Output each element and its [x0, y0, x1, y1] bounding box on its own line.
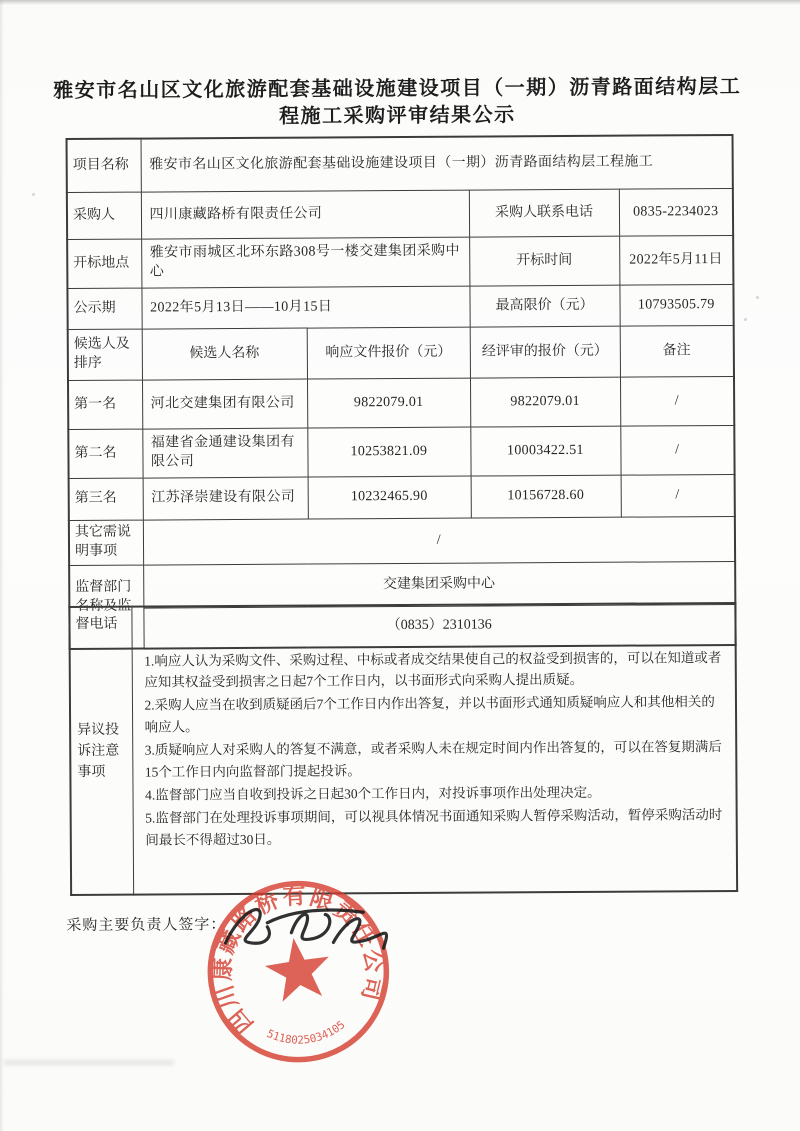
header-rank: 候选人及排序 [68, 329, 142, 380]
objection-notice-table [68, 602, 738, 896]
row-bid-opening [67, 235, 733, 288]
candidate-evaluated-price: 9822079.01 [470, 377, 620, 427]
candidate-bid-price: 9822079.01 [307, 378, 470, 428]
max-price-label: 最高限价（元） [469, 285, 619, 327]
bid-open-time-label: 开标时间 [469, 236, 619, 286]
objection-body [131, 603, 737, 895]
candidate-bid-price: 10253821.09 [307, 427, 470, 477]
candidate-rank: 第二名 [68, 429, 142, 478]
seal-company-text: 四川康藏路桥有限责任公司 [210, 883, 388, 1038]
title-line-2: 程施工采购评审结果公示 [279, 104, 516, 128]
purchaser-phone-label: 采购人联系电话 [469, 189, 619, 237]
candidate-bid-price: 10232465.90 [308, 476, 471, 519]
candidate-name: 河北交建集团有限公司 [142, 379, 307, 429]
header-remark: 备注 [620, 325, 734, 377]
objection-item-3: 3.质疑响应人对采购人的答复不满意，或者采购人未在规定时间内作出答复的，可以在答复期满后15个工作日内向监督部门提起投诉。 [144, 739, 722, 780]
header-bid-price: 响应文件报价（元） [307, 327, 470, 379]
candidate-rank: 第三名 [69, 478, 143, 520]
candidate-remark: / [621, 474, 735, 517]
handwritten-signature [207, 886, 418, 971]
signature-stroke [333, 919, 386, 949]
objection-item-2: 2.采购人应当在收到质疑函后7个工作日内作出答复，并以书面形式通知质疑响应人和其他相关的响应人。 [144, 694, 715, 735]
publicity-period-value: 2022年5月13日——10月15日 [141, 286, 469, 329]
sign-label: 采购主要负责人签字： [66, 917, 227, 935]
header-evaluated-price: 经评审的报价（元） [470, 326, 620, 378]
publicity-period-label: 公示期 [67, 288, 141, 329]
bid-open-place-value: 雅安市雨城区北环东路308号一楼交建集团采购中心 [141, 237, 469, 288]
row-other-notes [69, 516, 735, 565]
project-name-value: 雅安市名山区文化旅游配套基础设施建设项目（一期）沥青路面结构层工程施工 [141, 135, 733, 192]
objection-item-4: 4.监督部门应当自收到投诉之日起30个工作日内，对投诉事项作出处理决定。 [144, 784, 601, 803]
header-candidate-name: 候选人名称 [142, 328, 307, 380]
objection-item-5: 5.监督部门在处理投诉事项期间，可以视具体情况书面通知采购人暂停采购活动，暂停采购活动时间最长不得超过30日。 [145, 806, 723, 848]
other-notes-value: / [143, 516, 735, 565]
signature-stroke [267, 910, 363, 923]
row-candidates-header [68, 325, 734, 380]
candidate-row-2 [68, 425, 734, 478]
candidate-row-1 [68, 376, 734, 429]
bid-open-time-value: 2022年5月11日 [619, 235, 733, 285]
row-publicity-period [67, 284, 733, 329]
row-purchaser [67, 188, 733, 239]
candidate-rank: 第一名 [68, 380, 142, 429]
other-notes-label: 其它需说明事项 [69, 520, 143, 565]
objection-row [69, 603, 737, 895]
seal-number-text: 5118025034105 [264, 1017, 349, 1047]
document-title [0, 74, 797, 133]
row-project-name [67, 135, 733, 193]
purchaser-label: 采购人 [67, 192, 141, 239]
purchaser-value: 四川康藏路桥有限责任公司 [141, 190, 469, 239]
candidate-name: 江苏泽崇建设有限公司 [143, 477, 308, 520]
candidate-evaluated-price: 10003422.51 [470, 426, 620, 476]
candidate-remark: / [620, 425, 734, 475]
evaluation-result-table [66, 134, 737, 650]
supervision-label: 监督部门名称及监督电话 [69, 565, 144, 649]
supervision-phone-value: （0835）2310136 [143, 604, 735, 648]
signature-stroke [225, 909, 269, 943]
purchaser-phone-value: 0835-2234023 [619, 188, 733, 236]
bid-open-place-label: 开标地点 [67, 239, 141, 288]
objection-label: 异议投诉注意事项 [69, 607, 133, 895]
candidate-remark: / [620, 376, 734, 426]
candidate-name: 福建省金通建设集团有限公司 [142, 428, 307, 478]
title-line-1: 雅安市名山区文化旅游配套基础设施建设项目（一期）沥青路面结构层工 [53, 75, 742, 103]
project-name-label: 项目名称 [67, 139, 141, 193]
candidate-evaluated-price: 10156728.60 [471, 475, 621, 518]
candidate-row-3 [69, 474, 735, 520]
objection-item-1: 1.响应人认为采购文件、采购过程、中标或者成交结果使自己的权益受到损害的，可以在知道或者应知其权益受到损害之日起7个工作日内，以书面形式向采购人提出质疑。 [144, 649, 722, 691]
supervision-dept-value: 交建集团采购中心 [143, 561, 735, 608]
row-supervision-dept [69, 561, 735, 608]
signature-stroke [291, 914, 330, 939]
max-price-value: 10793505.79 [619, 284, 733, 326]
